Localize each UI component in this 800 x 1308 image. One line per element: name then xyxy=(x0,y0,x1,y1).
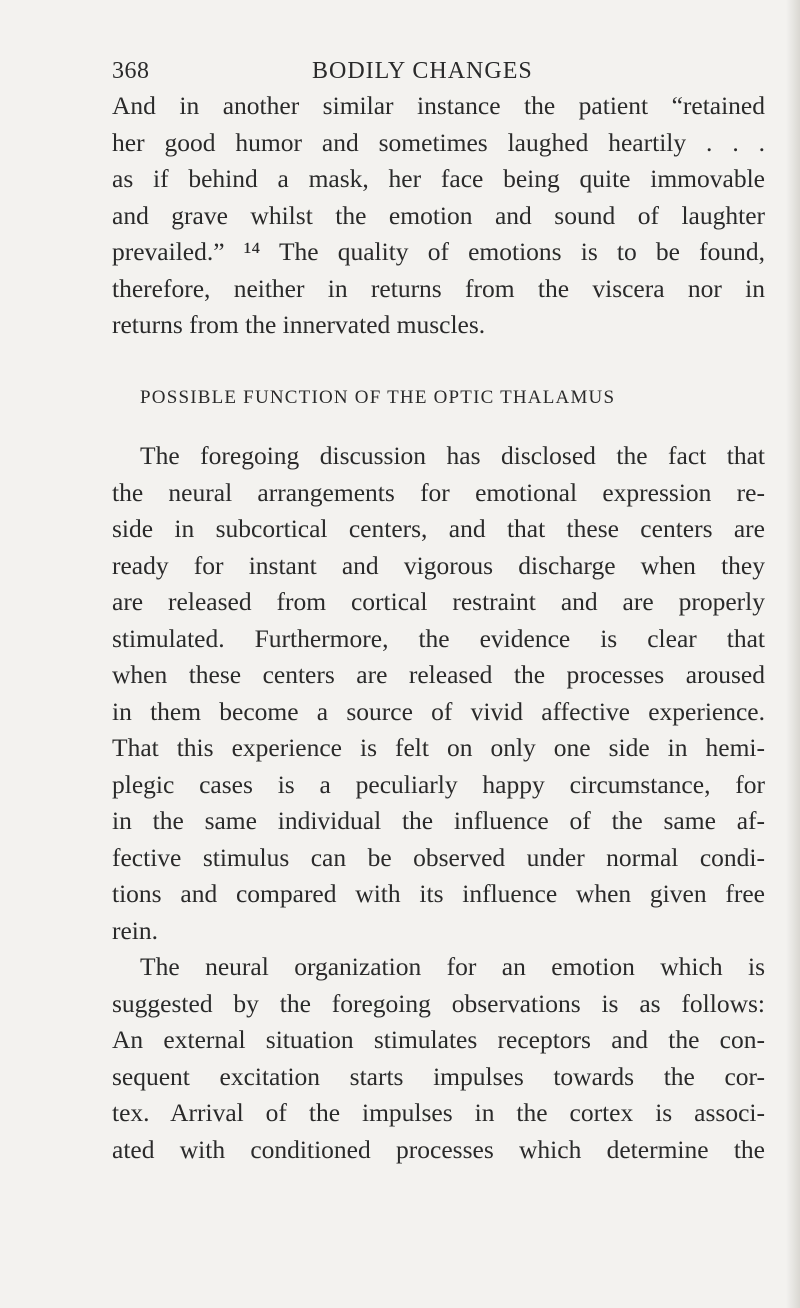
text-line: therefore, neither in returns from the viscera nor in xyxy=(112,273,765,303)
body-text xyxy=(112,88,765,1168)
text-line: her good humor and sometimes laughed heartily . . . xyxy=(112,127,765,157)
text-line: are released from cortical restraint and are properly xyxy=(112,587,765,616)
text-line: rein. xyxy=(112,915,159,945)
text-line: side in subcortical centers, and that these centers are xyxy=(112,514,765,543)
text-line: in the same individual the influence of the same af- xyxy=(112,806,765,835)
text-line: suggested by the foregoing observations is as follows: xyxy=(112,988,765,1018)
text-line: That this experience is felt on only one side in hemi- xyxy=(112,733,765,762)
paragraph-2 xyxy=(112,438,765,949)
text-line: returns from the innervated muscles. xyxy=(112,310,486,339)
text-line: sequent excitation starts impulses towards the cor- xyxy=(112,1061,765,1091)
running-head xyxy=(112,58,765,92)
text-line: The neural organization for an emotion which is xyxy=(140,952,765,981)
text-line: tions and compared with its influence when given free xyxy=(112,879,765,908)
text-line: An external situation stimulates receptors and the con- xyxy=(112,1025,765,1054)
paragraph-3 xyxy=(112,949,765,1168)
text-line: stimulated. Furthermore, the evidence is clear that xyxy=(112,623,765,653)
text-line: when these centers are released the processes aroused xyxy=(112,660,765,689)
text-line: And in another similar instance the patient “retained xyxy=(112,91,765,120)
text-line: the neural arrangements for emotional expression re- xyxy=(112,477,765,507)
page-number: 368 xyxy=(112,58,150,84)
section-heading: POSSIBLE FUNCTION OF THE OPTIC THALAMUS xyxy=(140,386,616,408)
text-line: tex. Arrival of the impulses in the cortex is associ- xyxy=(112,1098,765,1127)
text-line: The foregoing discussion has disclosed the fact that xyxy=(140,441,765,470)
text-line: plegic cases is a peculiarly happy circumstance, for xyxy=(112,769,765,799)
paragraph-1 xyxy=(112,88,765,344)
text-line: prevailed.” ¹⁴ The quality of emotions is to be found, xyxy=(112,237,765,266)
text-line: in them become a source of vivid affective experience. xyxy=(112,696,765,726)
text-line: ready for instant and vigorous discharge when they xyxy=(112,550,765,580)
page-title: BODILY CHANGES xyxy=(312,58,533,84)
text-line: as if behind a mask, her face being quite immovable xyxy=(112,164,765,193)
text-line: fective stimulus can be observed under normal condi- xyxy=(112,842,765,872)
page-edge-shadow xyxy=(786,0,800,1308)
text-line: ated with conditioned processes which determine the xyxy=(112,1134,765,1164)
text-line: and grave whilst the emotion and sound of laughter xyxy=(112,200,765,230)
